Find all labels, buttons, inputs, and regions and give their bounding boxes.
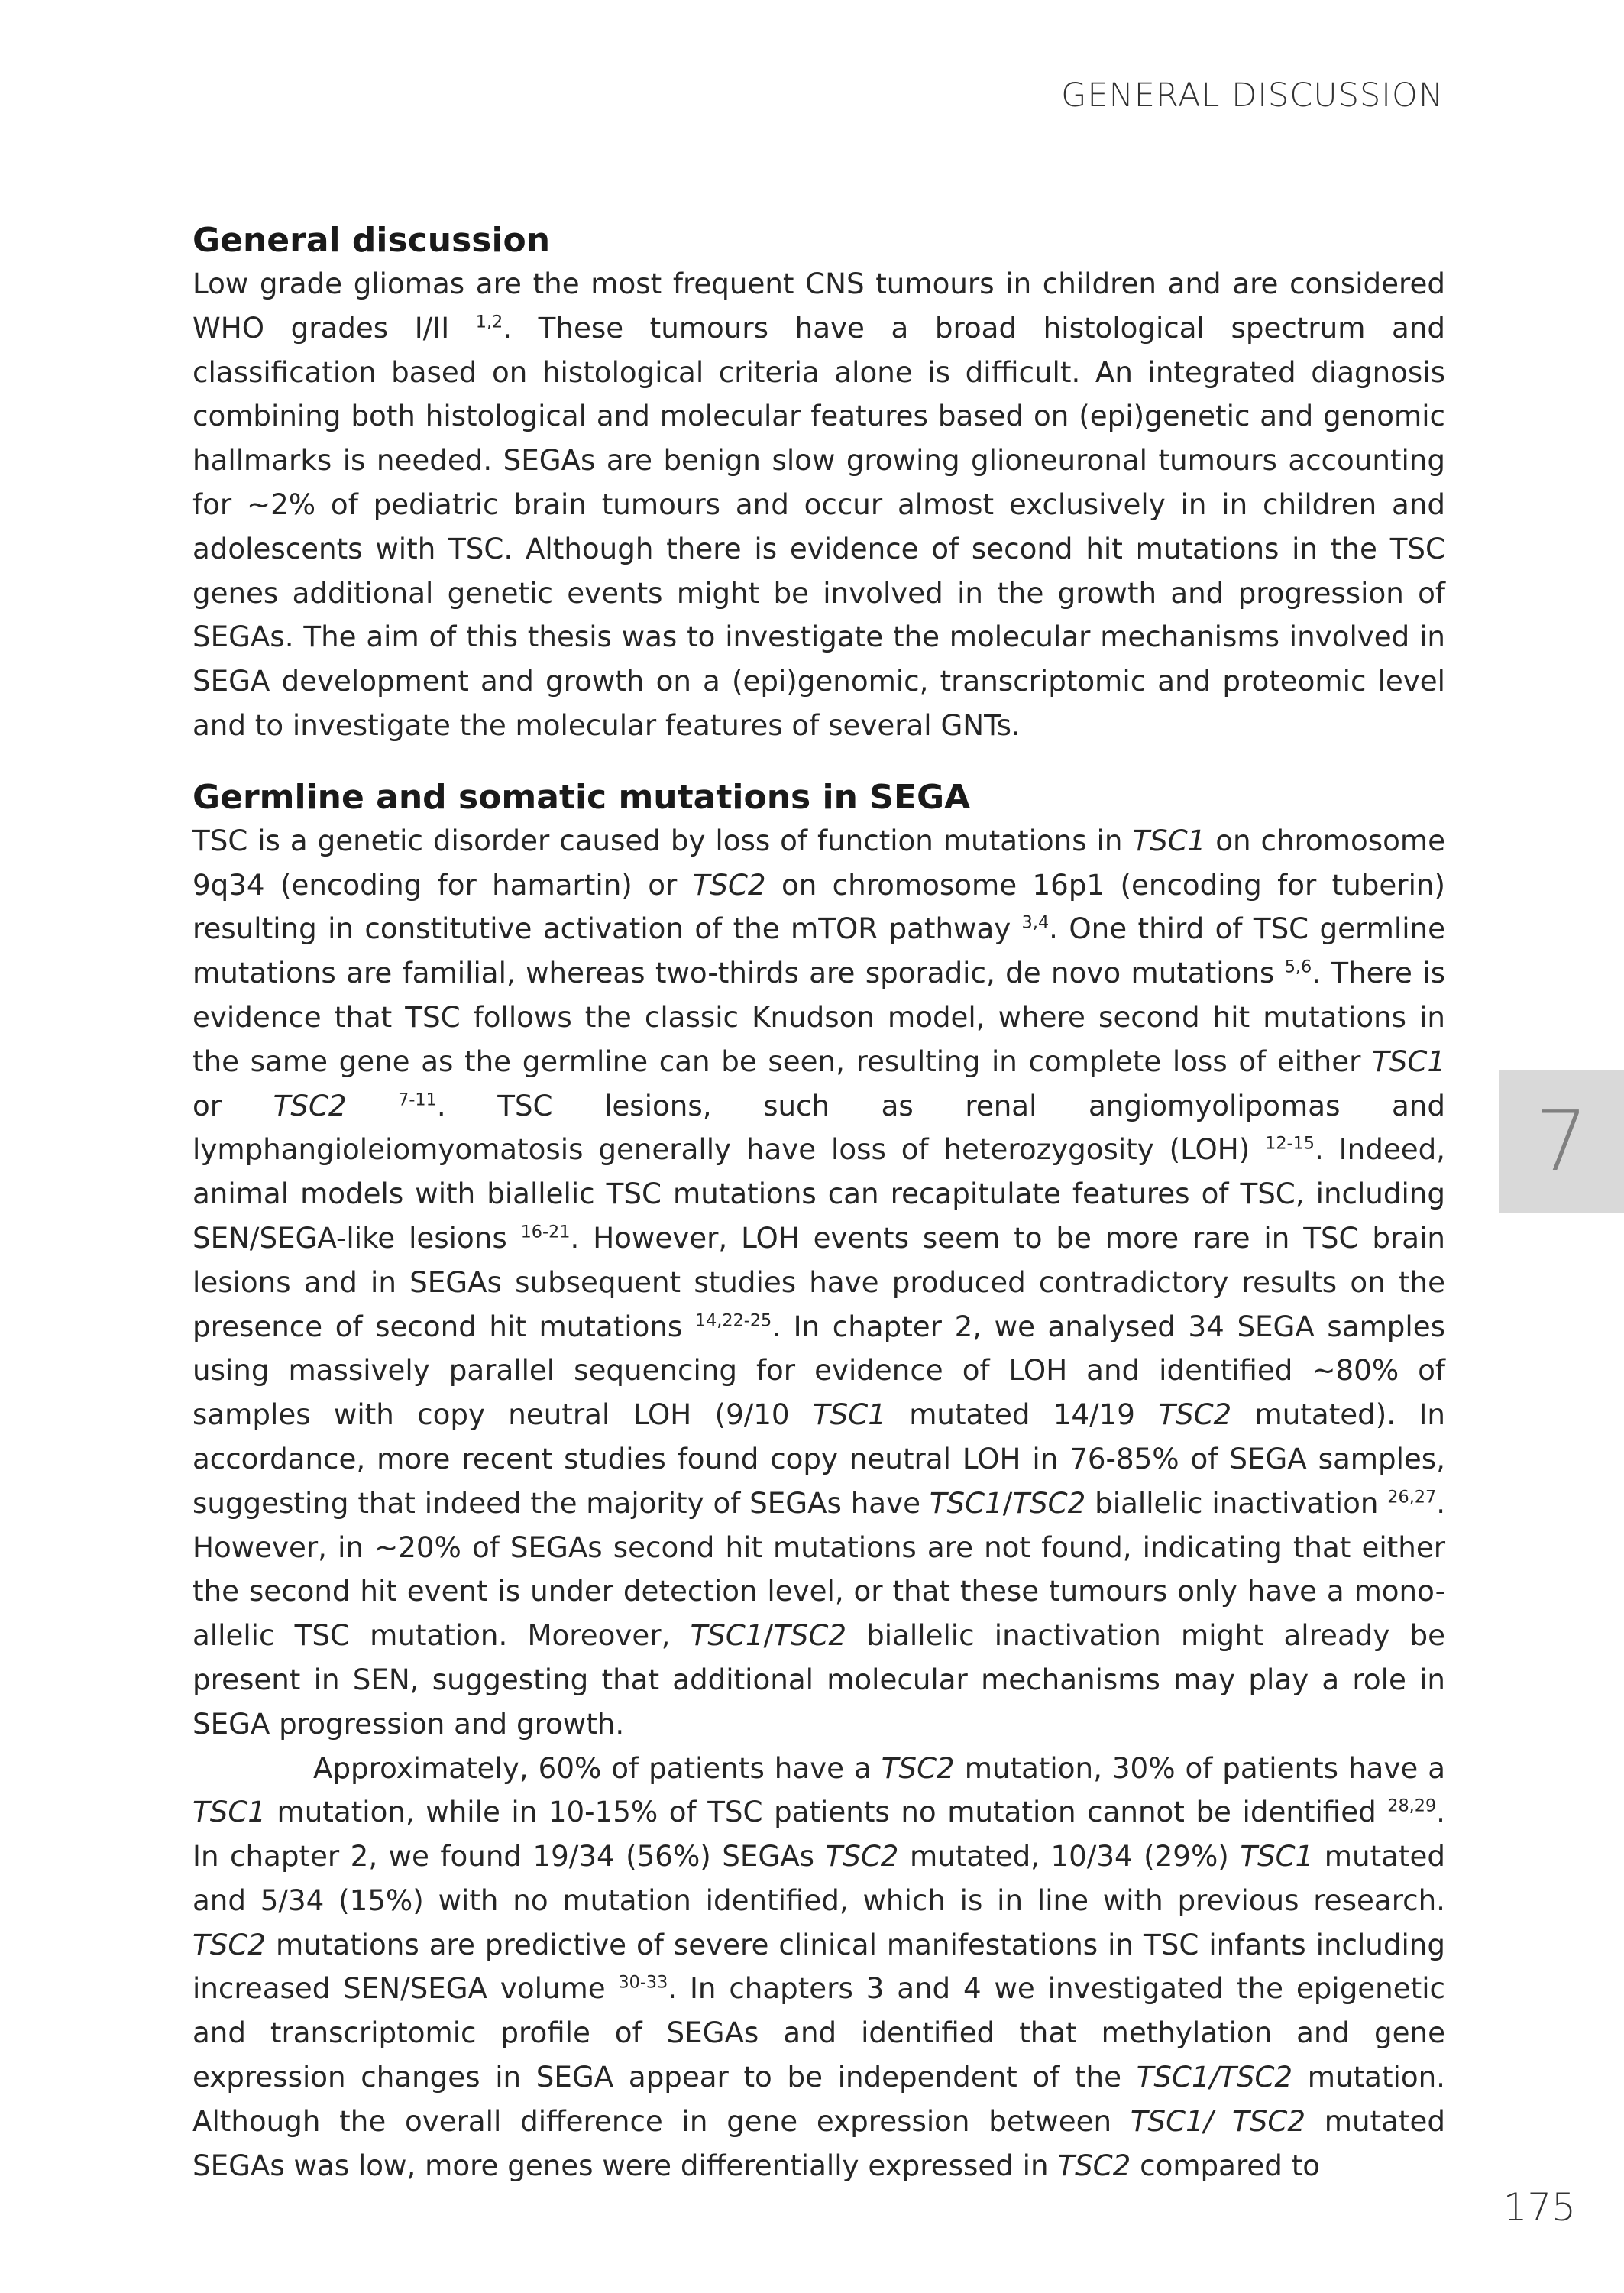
text-run: /: [763, 1618, 774, 1653]
gene-name: TSC2: [273, 1088, 347, 1122]
gene-name: TSC1: [1240, 1839, 1314, 1874]
text-run: TSC is a genetic disorder caused by loss of function mutations in: [192, 823, 1133, 857]
text-run: mutation, 30% of patients have a: [954, 1751, 1445, 1785]
text-run: . In chapter 2, we found 19/34 (56%) SEGAs: [192, 1795, 1445, 1874]
gene-name: TSC1: [1372, 1044, 1445, 1078]
text-run: mutated SEGAs was low, more genes were differentially expressed in: [192, 2104, 1445, 2182]
text-run: on chromosome 9q34 (encoding for hamartin) or: [192, 823, 1445, 902]
text-run: mutation. Although the overall difference in gene expression between: [192, 2060, 1445, 2138]
text-run: . In chapters 3 and 4 we investigated the epigenetic and transcriptomic profile of SEGAs and identified that methylation and gene expression changes in SEGA appear to be independent of the: [192, 1971, 1445, 2094]
section-heading-germline-somatic-mutations: Germline and somatic mutations in SEGA: [192, 777, 971, 817]
page-content: [192, 219, 1445, 2188]
citation-superscript: 16-21: [520, 1222, 571, 1242]
text-run: [347, 1089, 399, 1122]
text-run: mutated, 10/34 (29%): [898, 1839, 1241, 1874]
gene-name: TSC1/ TSC2: [1130, 2104, 1305, 2138]
text-run: mutated 14/19: [885, 1397, 1159, 1432]
gene-name: TSC1: [192, 1795, 266, 1829]
citation-superscript: 26,27: [1387, 1487, 1437, 1508]
running-header: GENERAL DISCUSSION: [1061, 76, 1444, 115]
gene-name: TSC2: [192, 1927, 266, 1961]
gene-name: TSC2: [692, 867, 766, 902]
gene-name: TSC1/TSC2: [1136, 2060, 1293, 2094]
text-run: . These tumours have a broad histological spectrum and classification based on histological criteria alone is difficult. An integrated diagnosis combining both histological and molecular features based on (epi)genetic and genomic hallmarks is needed. SEGAs are benign slow growing glioneuronal tumours accounting for ~2% of pediatric brain tumours and occur almost exclusively in in children and adolescents with TSC. Although there is evidence of second hit mutations in the TSC genes additional genetic events might be involved in the growth and progression of SEGAs. The aim of this thesis was to investigate the molecular mechanisms involved in SEGA development and growth on a (epi)genomic, transcriptomic and proteomic level and to investigate the molecular features of several GNTs.: [192, 310, 1445, 742]
gene-name: TSC1: [690, 1618, 764, 1653]
chapter-tab: [1499, 1070, 1624, 1213]
text-run: compared to: [1131, 2148, 1321, 2182]
citation-superscript: 5,6: [1284, 957, 1312, 977]
section-heading-general-discussion: General discussion: [192, 221, 551, 260]
paragraph: [192, 1747, 1445, 2188]
text-run: on chromosome 16p1 (encoding for tuberin) resulting in constitutive activation of the mTOR pathway: [192, 867, 1445, 946]
paragraph: [192, 819, 1445, 1747]
text-run: biallelic inactivation: [1085, 1485, 1388, 1520]
text-run: mutated and 5/34 (15%) with no mutation identified, which is in line with previous research.: [192, 1839, 1445, 1917]
text-run: or: [192, 1088, 273, 1122]
gene-name: TSC1: [1132, 823, 1206, 857]
text-run: Approximately, 60% of patients have a: [313, 1751, 882, 1785]
paragraph: [192, 262, 1445, 748]
text-run: . TSC lesions, such as renal angiomyolipomas and lymphangioleiomyomatosis generally have loss of heterozygosity (LOH): [192, 1088, 1445, 1167]
gene-name: TSC2: [825, 1839, 899, 1874]
text-run: . However, LOH events seem to be more rare in TSC brain lesions and in SEGAs subsequent studies have produced contradictory results on the presence of second hit mutations: [192, 1220, 1445, 1343]
citation-superscript: 3,4: [1021, 912, 1050, 933]
text-run: . In chapter 2, we analysed 34 SEGA samples using massively parallel sequencing for evidence of LOH and identified ~80% of samples with copy neutral LOH (9/10: [192, 1309, 1445, 1432]
text-run: . However, in ~20% of SEGAs second hit mutations are not found, indicating that either the second hit event is under detection level, or that these tumours only have a mono-allelic TSC mutation. Moreover,: [192, 1485, 1446, 1653]
gene-name: TSC1: [929, 1485, 1003, 1520]
text-run: . Indeed, animal models with biallelic TSC mutations can recapitulate features of TSC, including SEN/SEGA-like lesions: [192, 1132, 1446, 1255]
text-run: mutation, while in 10-15% of TSC patients no mutation cannot be identified: [265, 1795, 1388, 1829]
text-run: biallelic inactivation might already be present in SEN, suggesting that additional molecular mechanisms may play a role in SEGA progression and growth.: [192, 1618, 1445, 1741]
citation-superscript: 7-11: [398, 1090, 437, 1110]
page-number: 175: [1503, 2185, 1576, 2230]
text-run: /: [1002, 1485, 1013, 1520]
citation-superscript: 14,22-25: [694, 1310, 772, 1331]
text-run: . There is evidence that TSC follows the classic Knudson model, where second hit mutations in the same gene as the germline can be seen, resulting in complete loss of either: [192, 956, 1445, 1078]
citation-superscript: 1,2: [475, 312, 503, 332]
citation-superscript: 28,29: [1387, 1796, 1437, 1816]
text-run: Low grade gliomas are the most frequent CNS tumours in children and are considered WHO grades I/II: [192, 267, 1445, 345]
text-run: . One third of TSC germline mutations are familial, whereas two-thirds are sporadic, de novo mutations: [192, 912, 1445, 990]
chapter-number: 7: [1535, 1093, 1588, 1190]
gene-name: TSC2: [881, 1751, 955, 1785]
gene-name: TSC2: [1012, 1485, 1086, 1520]
citation-superscript: 30-33: [618, 1973, 668, 1993]
citation-superscript: 12-15: [1265, 1133, 1315, 1154]
gene-name: TSC2: [1158, 1397, 1232, 1432]
gene-name: TSC2: [1057, 2148, 1131, 2182]
text-run: mutations are predictive of severe clinical manifestations in TSC infants including increased SEN/SEGA volume: [192, 1927, 1445, 2006]
gene-name: TSC2: [773, 1618, 847, 1653]
gene-name: TSC1: [812, 1397, 886, 1432]
text-run: mutated). In accordance, more recent studies found copy neutral LOH in 76-85% of SEGA samples, suggesting that indeed the majority of SEGAs have: [192, 1397, 1445, 1520]
